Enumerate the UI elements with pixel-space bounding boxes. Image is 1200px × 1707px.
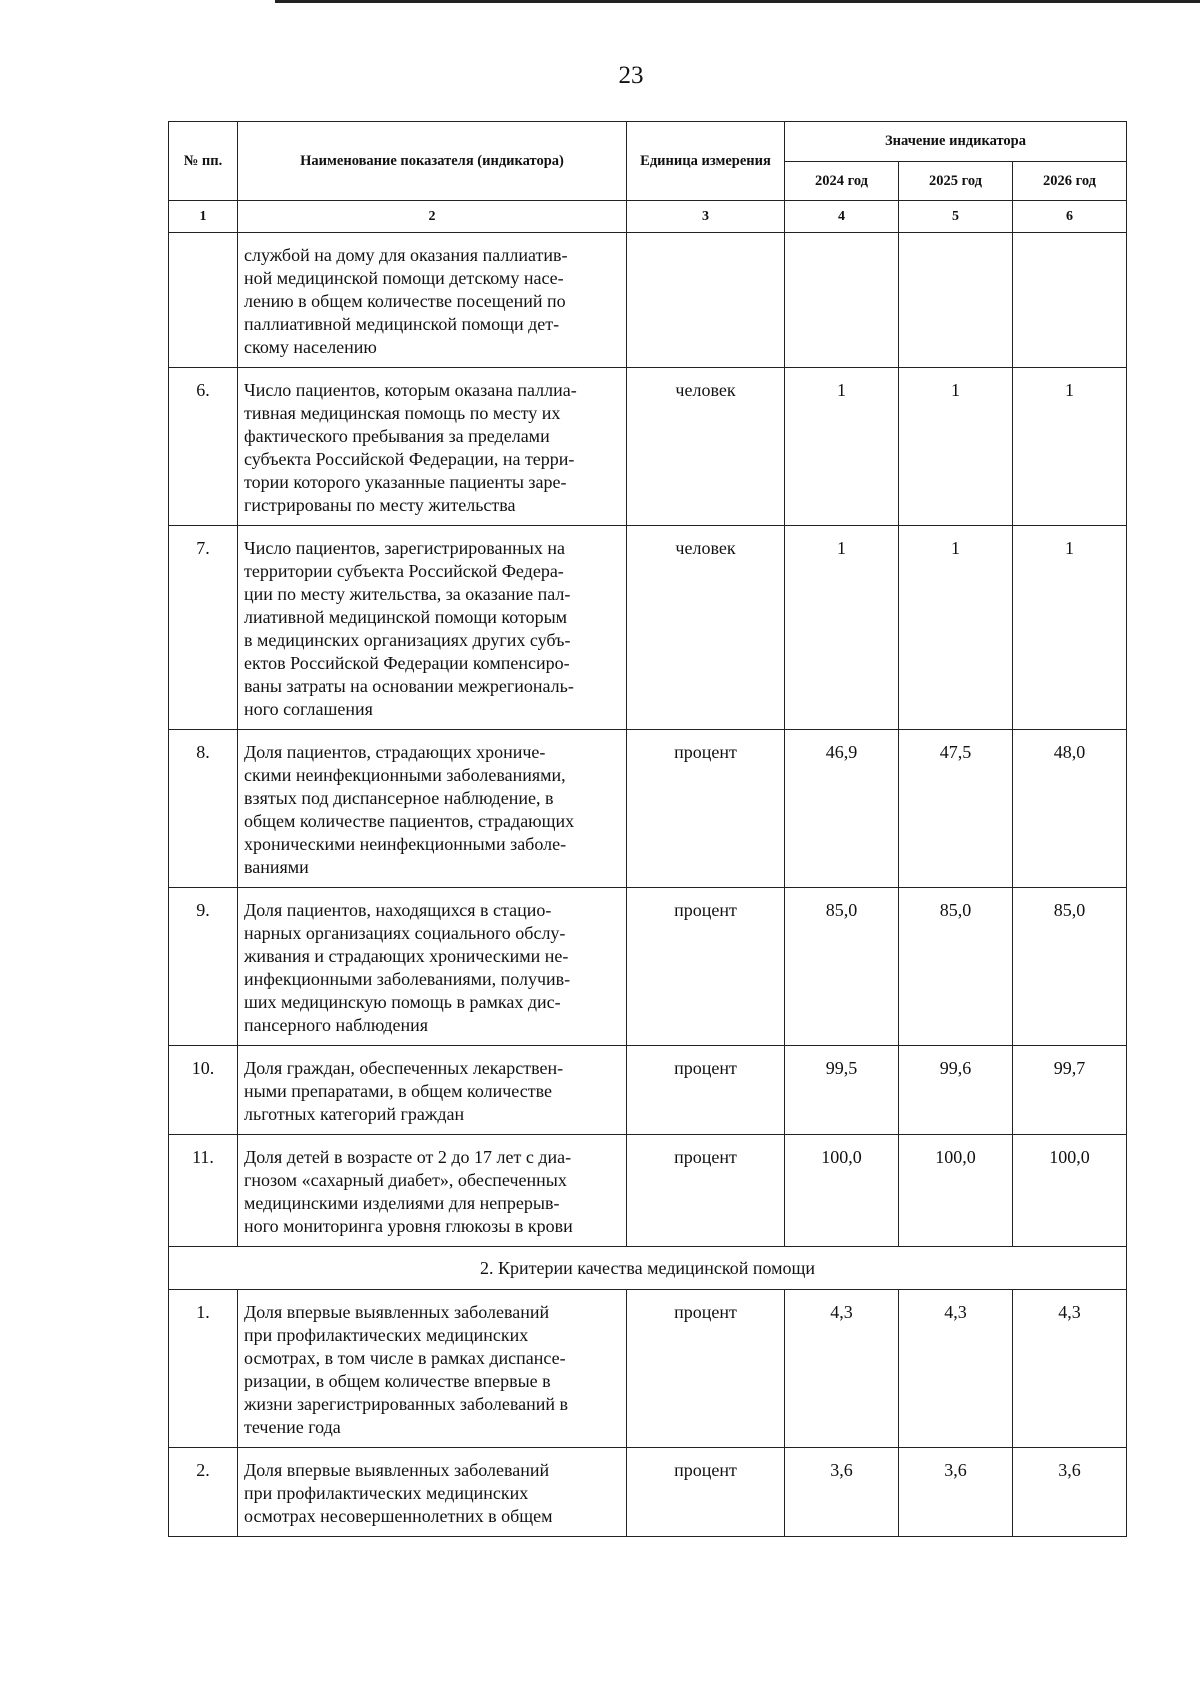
page-number: 23 — [618, 62, 644, 89]
indicator-name-line: течение года — [244, 1417, 341, 1437]
value-2024: 99,5 — [785, 1046, 899, 1135]
indicator-name-line: службой на дому для оказания паллиатив- — [244, 245, 568, 265]
indicator-name-line: пансерного наблюдения — [244, 1015, 429, 1035]
unit-of-measure: процент — [627, 1448, 785, 1537]
indicator-name — [238, 233, 627, 368]
value-2024: 46,9 — [785, 730, 899, 888]
indicators-table — [168, 121, 1127, 1537]
indicator-name-line: Число пациентов, которым оказана паллиа- — [244, 380, 577, 400]
indicator-name-line: тории которого указанные пациенты заре- — [244, 472, 567, 492]
section-row — [169, 1247, 1127, 1290]
top-border-line — [275, 0, 1200, 3]
indicator-name-line: скими неинфекционными заболеваниями, — [244, 765, 566, 785]
indicator-name-line: ного мониторинга уровня глюкозы в крови — [244, 1216, 573, 1236]
value-2025: 3,6 — [899, 1448, 1013, 1537]
indicator-name-line: гнозом «сахарный диабет», обеспеченных — [244, 1170, 567, 1190]
value-2026: 1 — [1013, 526, 1127, 730]
indicator-name-line: нарных организациях социального обслу- — [244, 923, 566, 943]
indicator-name — [238, 1135, 627, 1247]
column-number: 5 — [899, 201, 1013, 233]
indicator-name-line: Число пациентов, зарегистрированных на — [244, 538, 565, 558]
indicator-name-line: гистрированы по месту жительства — [244, 495, 516, 515]
column-number: 2 — [238, 201, 627, 233]
indicator-name-line: скому населению — [244, 337, 377, 357]
indicator-name-line: лиативной медицинской помощи которым — [244, 607, 568, 627]
indicator-name-line: Доля пациентов, страдающих хрониче- — [244, 742, 546, 762]
indicator-name-line: общем количестве пациентов, страдающих — [244, 811, 575, 831]
indicator-name-line: жизни зарегистрированных заболеваний в — [244, 1394, 569, 1414]
row-number: 9. — [169, 888, 238, 1046]
indicator-name-line: территории субъекта Российской Федера- — [244, 561, 564, 581]
row-number: 8. — [169, 730, 238, 888]
indicator-name-line: паллиативной медицинской помощи дет- — [244, 314, 560, 334]
indicator-name-line: Доля впервые выявленных заболеваний — [244, 1460, 550, 1480]
unit-of-measure: процент — [627, 730, 785, 888]
header-value-group: Значение индикатора — [785, 122, 1127, 162]
unit-of-measure: человек — [627, 526, 785, 730]
indicator-name-line: хроническими неинфекционными заболе- — [244, 834, 567, 854]
value-2024: 4,3 — [785, 1290, 899, 1448]
indicator-name-line: фактического пребывания за пределами — [244, 426, 550, 446]
value-2024: 1 — [785, 368, 899, 526]
indicator-name-line: ризации, в общем количестве впервые в — [244, 1371, 551, 1391]
indicator-name-line: ектов Российской Федерации компенсиро- — [244, 653, 570, 673]
header-num: № пп. — [169, 122, 238, 201]
value-2024 — [785, 233, 899, 368]
indicator-name-line: живания и страдающих хроническими не- — [244, 946, 569, 966]
header-year-2024: 2024 год — [785, 162, 899, 201]
indicator-name-line: осмотрах, в том числе в рамках диспансе- — [244, 1348, 566, 1368]
quality-criteria-rows — [169, 1290, 1127, 1537]
table-row — [169, 368, 1127, 526]
indicator-name-line: осмотрах несовершеннолетних в общем — [244, 1506, 553, 1526]
indicator-name-line: взятых под диспансерное наблюдение, в — [244, 788, 554, 808]
unit-of-measure: процент — [627, 1135, 785, 1247]
row-number: 7. — [169, 526, 238, 730]
column-number: 3 — [627, 201, 785, 233]
indicator-name-line: Доля пациентов, находящихся в стацио- — [244, 900, 552, 920]
value-2025 — [899, 233, 1013, 368]
table-row — [169, 1448, 1127, 1537]
value-2026: 3,6 — [1013, 1448, 1127, 1537]
table-row — [169, 1135, 1127, 1247]
row-number: 6. — [169, 368, 238, 526]
indicator-name — [238, 1046, 627, 1135]
unit-of-measure: человек — [627, 368, 785, 526]
indicator-name-line: ваниями — [244, 857, 309, 877]
table-row — [169, 1046, 1127, 1135]
value-2025: 47,5 — [899, 730, 1013, 888]
row-number: 1. — [169, 1290, 238, 1448]
indicator-name — [238, 1448, 627, 1537]
value-2024: 100,0 — [785, 1135, 899, 1247]
indicator-name-line: Доля граждан, обеспеченных лекарствен- — [244, 1058, 564, 1078]
indicator-name-line: тивная медицинская помощь по месту их — [244, 403, 561, 423]
value-2026: 1 — [1013, 368, 1127, 526]
unit-of-measure: процент — [627, 1046, 785, 1135]
value-2025: 1 — [899, 526, 1013, 730]
indicator-name-line: Доля детей в возрасте от 2 до 17 лет с диа- — [244, 1147, 572, 1167]
indicator-name — [238, 730, 627, 888]
indicator-name — [238, 526, 627, 730]
indicator-name-line: ного соглашения — [244, 699, 373, 719]
unit-of-measure — [627, 233, 785, 368]
value-2024: 1 — [785, 526, 899, 730]
row-number: 2. — [169, 1448, 238, 1537]
table-row — [169, 233, 1127, 368]
row-number: 11. — [169, 1135, 238, 1247]
indicator-name-line: при профилактических медицинских — [244, 1325, 529, 1345]
indicator-name-line: ной медицинской помощи детскому насе- — [244, 268, 564, 288]
indicator-name-line: при профилактических медицинских — [244, 1483, 529, 1503]
indicator-name — [238, 1290, 627, 1448]
row-number: 10. — [169, 1046, 238, 1135]
indicator-name-line: ными препаратами, в общем количестве — [244, 1081, 552, 1101]
value-2025: 99,6 — [899, 1046, 1013, 1135]
indicator-name-line: ции по месту жительства, за оказание пал- — [244, 584, 571, 604]
column-number: 6 — [1013, 201, 1127, 233]
value-2024: 3,6 — [785, 1448, 899, 1537]
indicator-name-line: инфекционными заболеваниями, получив- — [244, 969, 571, 989]
indicator-name-line: ваны затраты на основании межрегиональ- — [244, 676, 574, 696]
row-number — [169, 233, 238, 368]
table-row — [169, 526, 1127, 730]
indicator-rows — [169, 233, 1127, 1247]
indicator-name-line: в медицинских организациях других субъ- — [244, 630, 571, 650]
column-number-row — [169, 201, 1127, 233]
value-2025: 1 — [899, 368, 1013, 526]
header-name: Наименование показателя (индикатора) — [238, 122, 627, 201]
value-2025: 100,0 — [899, 1135, 1013, 1247]
value-2024: 85,0 — [785, 888, 899, 1046]
indicator-name — [238, 368, 627, 526]
value-2026: 99,7 — [1013, 1046, 1127, 1135]
header-unit: Единица измерения — [627, 122, 785, 201]
unit-of-measure: процент — [627, 1290, 785, 1448]
indicator-name-line: медицинскими изделиями для непрерыв- — [244, 1193, 560, 1213]
indicator-name-line: льготных категорий граждан — [244, 1104, 465, 1124]
indicator-name-line: ших медицинскую помощь в рамках дис- — [244, 992, 561, 1012]
section-title: 2. Критерии качества медицинской помощи — [169, 1247, 1127, 1290]
value-2025: 4,3 — [899, 1290, 1013, 1448]
column-number: 1 — [169, 201, 238, 233]
value-2026: 85,0 — [1013, 888, 1127, 1046]
table-row — [169, 730, 1127, 888]
column-number: 4 — [785, 201, 899, 233]
value-2026: 100,0 — [1013, 1135, 1127, 1247]
table-row — [169, 888, 1127, 1046]
value-2026 — [1013, 233, 1127, 368]
indicator-name — [238, 888, 627, 1046]
unit-of-measure: процент — [627, 888, 785, 1046]
indicator-name-line: лению в общем количестве посещений по — [244, 291, 566, 311]
header-year-2026: 2026 год — [1013, 162, 1127, 201]
indicator-name-line: субъекта Российской Федерации, на терри- — [244, 449, 575, 469]
table-row — [169, 1290, 1127, 1448]
value-2025: 85,0 — [899, 888, 1013, 1046]
value-2026: 48,0 — [1013, 730, 1127, 888]
value-2026: 4,3 — [1013, 1290, 1127, 1448]
indicator-name-line: Доля впервые выявленных заболеваний — [244, 1302, 550, 1322]
header-year-2025: 2025 год — [899, 162, 1013, 201]
